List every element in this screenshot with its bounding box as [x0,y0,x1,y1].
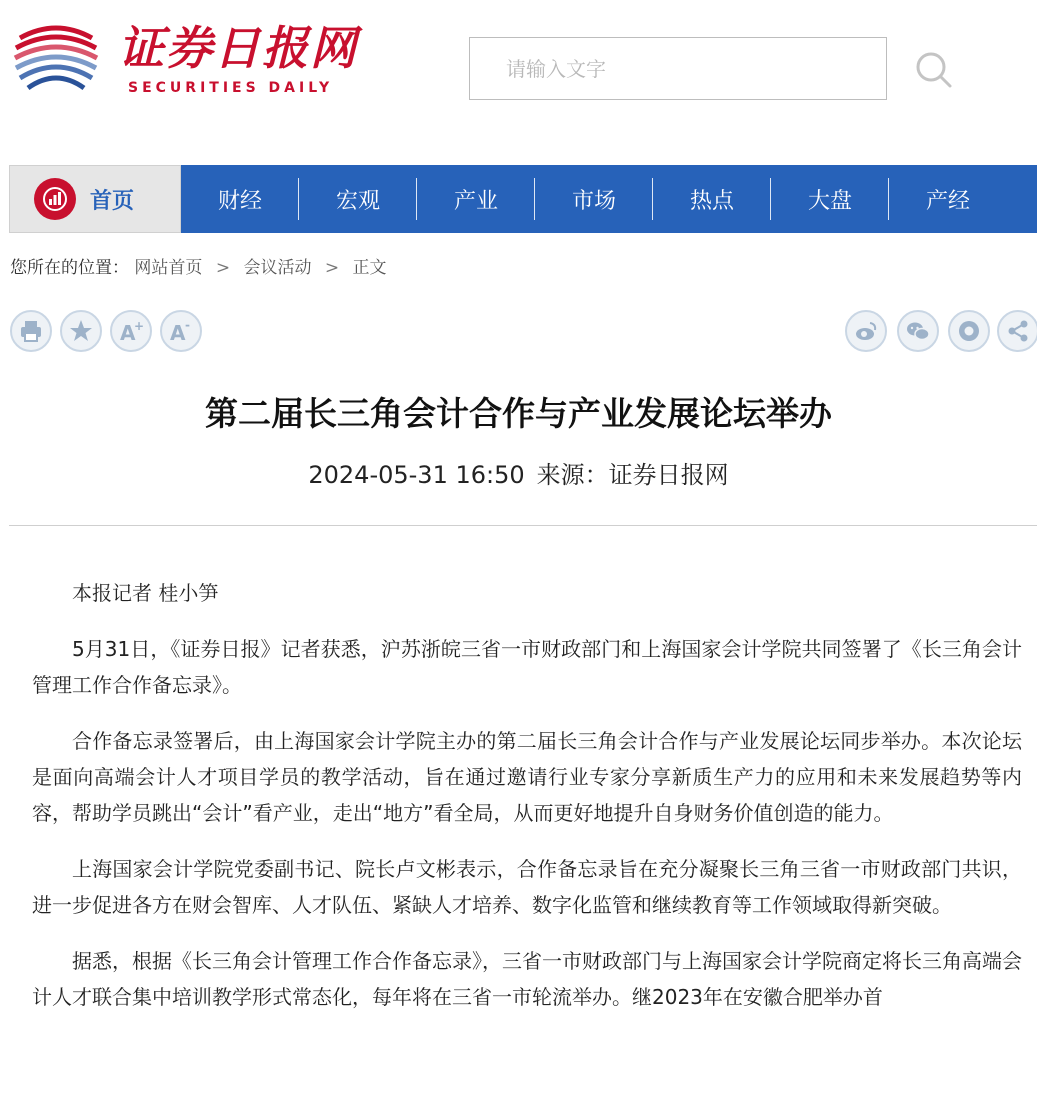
nav-item-industry[interactable]: 产业 [417,165,535,233]
nav-item-broad-market[interactable]: 大盘 [771,165,889,233]
article-source: 来源：证券日报网 [536,461,729,489]
nav-item-finance[interactable]: 财经 [181,165,299,233]
home-chart-icon [34,178,76,220]
nav-home-label: 首页 [90,188,135,214]
article-paragraph: 据悉，根据《长三角会计管理工作合作备忘录》，三省一市财政部门与上海国家会计学院商定将长三角高端会计人才联合集中培训教学形式常态化，每年将在三省一市轮流举办。继2023年在安徽合肥举办首 [32,949,1022,1009]
article-title: 第二届长三角会计合作与产业发展论坛举办 [205,394,832,433]
article-paragraph: 合作备忘录签署后，由上海国家会计学院主办的第二届长三角会计合作与产业发展论坛同步举办。本次论坛是面向高端会计人才项目学员的教学活动，旨在通过邀请行业专家分享新质生产力的应用和未来发展趋势等内容，帮助学员跳出“会计”看产业，走出“地方”看全局，从而更好地提升自身财务价值创造的能力。 [32,729,1022,825]
weibo-share-icon[interactable] [845,310,887,352]
nav-item-hot[interactable]: 热点 [653,165,771,233]
divider [9,525,1037,526]
search-icon[interactable] [912,48,956,92]
breadcrumb-separator-icon: > [324,258,340,278]
logo-mark-icon [10,8,102,100]
logo-chinese-name: 证券日报网 [118,21,358,75]
site-logo[interactable] [10,8,370,100]
svg-text:+: + [134,319,144,333]
svg-text:-: - [185,318,190,332]
moments-share-icon[interactable] [948,310,990,352]
article-datetime: 2024-05-31 16:50 [308,461,525,489]
breadcrumb-separator-icon: > [215,258,231,278]
svg-text:A: A [120,321,136,344]
article-paragraph: 5月31日，《证券日报》记者获悉，沪苏浙皖三省一市财政部门和上海国家会计学院共同签署了《长三角会计管理工作合作备忘录》。 [32,637,1022,697]
article-paragraph: 本报记者 桂小笋 [72,581,219,605]
article-meta [0,455,1037,490]
search-box [469,37,887,100]
font-decrease-icon[interactable] [160,310,202,352]
breadcrumb-link-home[interactable]: 网站首页 [134,258,203,278]
share-icon[interactable] [997,310,1037,352]
nav-item-home[interactable] [9,165,181,233]
breadcrumb-current: 正文 [352,258,387,278]
nav-item-macro[interactable]: 宏观 [299,165,417,233]
main-nav [9,165,1037,233]
favorite-star-icon[interactable] [60,310,102,352]
breadcrumb [10,253,387,278]
svg-text:A: A [170,321,186,344]
logo-english-name: SECURITIES DAILY [128,80,334,96]
breadcrumb-prefix: 您所在的位置： [10,258,129,278]
breadcrumb-link-events[interactable]: 会议活动 [243,258,312,278]
site-header [0,0,1037,140]
print-icon[interactable] [10,310,52,352]
search-input[interactable] [470,38,886,99]
article-paragraph: 上海国家会计学院党委副书记、院长卢文彬表示，合作备忘录旨在充分凝聚长三角三省一市财政部门共识，进一步促进各方在财会智库、人才队伍、紧缺人才培养、数字化监管和继续教育等工作领域取得新突破。 [32,857,1022,917]
article-body [32,575,1022,1035]
nav-item-industrial-economy[interactable]: 产经 [925,188,970,214]
wechat-share-icon[interactable] [897,310,939,352]
nav-item-market[interactable]: 市场 [535,165,653,233]
font-increase-icon[interactable] [110,310,152,352]
